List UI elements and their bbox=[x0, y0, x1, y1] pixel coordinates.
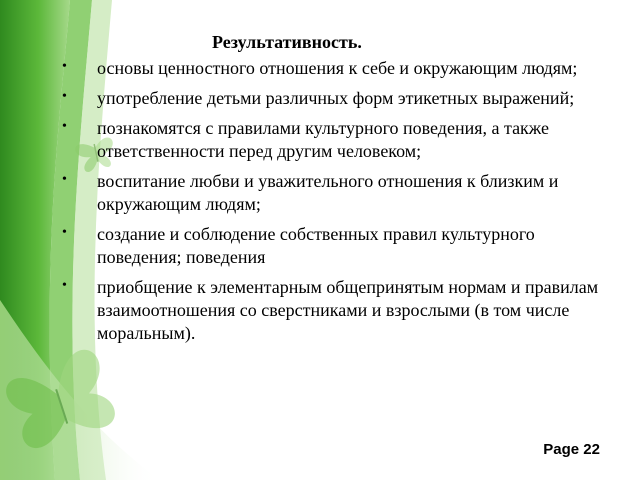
bullet-icon: • bbox=[62, 89, 67, 104]
list-item bbox=[62, 170, 602, 216]
list-item-text: приобщение к элементарным общепринятым нормам и правилам взаимоотношения со сверстниками и взрослыми (в том числе моральным). bbox=[97, 277, 599, 343]
page-number: Page 22 bbox=[543, 441, 600, 458]
bullet-icon: • bbox=[62, 119, 67, 134]
bullet-icon: • bbox=[62, 172, 67, 187]
bullet-icon: • bbox=[62, 278, 67, 293]
list-item bbox=[62, 87, 602, 110]
list-item bbox=[62, 57, 602, 80]
results-list bbox=[62, 57, 602, 345]
list-item-text: основы ценностного отношения к себе и окружающим людям; bbox=[97, 58, 578, 78]
list-item-text: создание и соблюдение собственных правил культурного поведения; поведения bbox=[97, 224, 535, 267]
bullet-icon: • bbox=[62, 225, 67, 240]
list-item-text: употребление детьми различных форм этикетных выражений; bbox=[97, 88, 575, 108]
list-item bbox=[62, 276, 602, 345]
slide-title: Результативность. bbox=[212, 32, 362, 52]
list-item-text: воспитание любви и уважительного отношения к близким и окружающим людям; bbox=[97, 171, 559, 214]
slide-content bbox=[62, 30, 602, 352]
list-item-text: познакомятся с правилами культурного поведения, а также ответственности перед другим человеком; bbox=[97, 118, 549, 161]
list-item bbox=[62, 223, 602, 269]
list-item bbox=[62, 117, 602, 163]
bullet-icon: • bbox=[62, 59, 67, 74]
